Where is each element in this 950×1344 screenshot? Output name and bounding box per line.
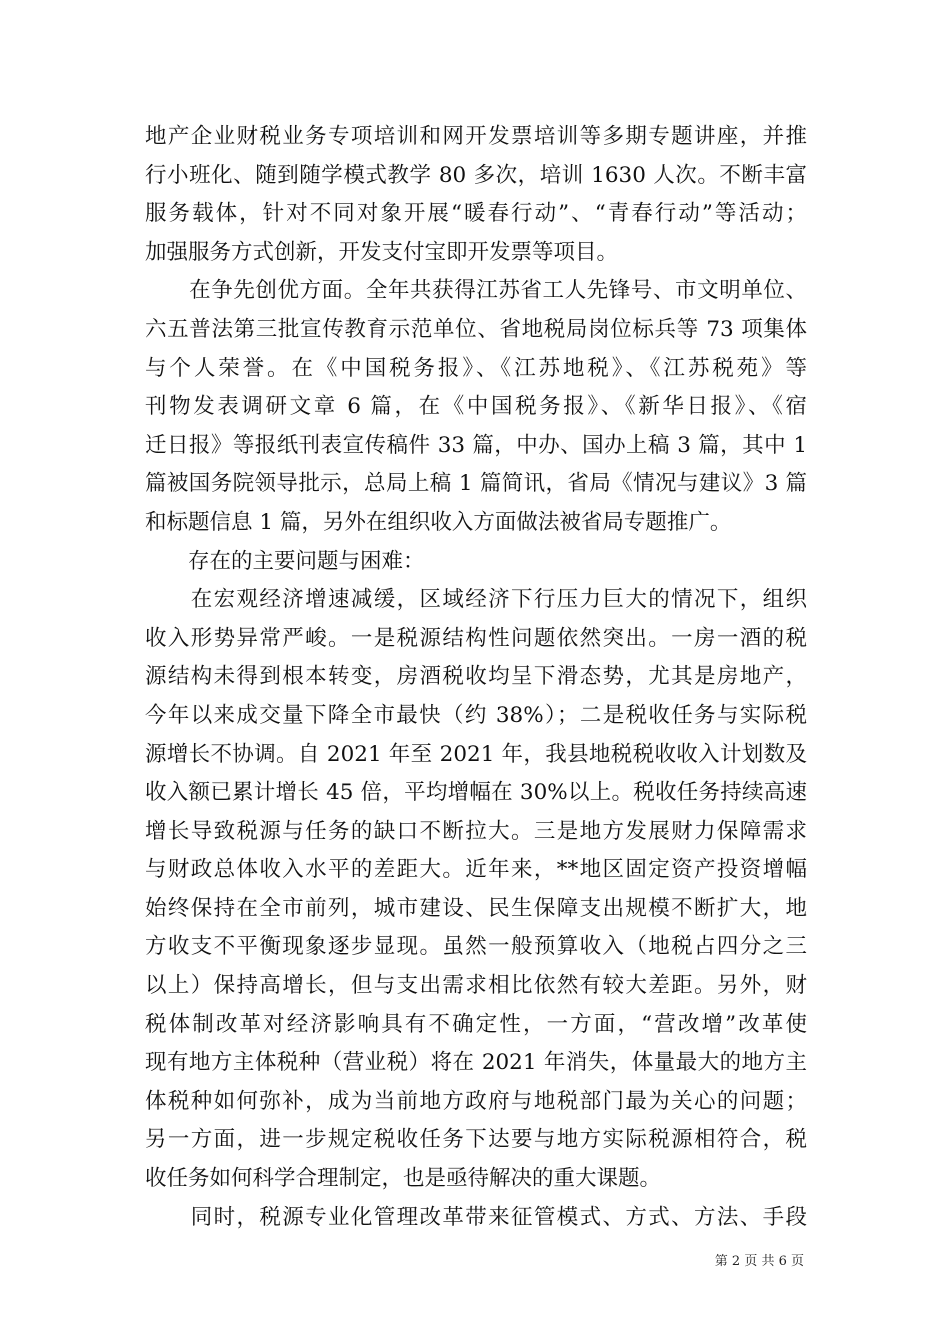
text-line: 迁日报》等报纸刊表宣传稿件 33 篇，中办、国办上稿 3 篇，其中 1 [145,432,807,458]
text-line: 存在的主要问题与困难： [145,548,425,574]
text-line: 在争先创优方面。全年共获得江苏省工人先锋号、市文明单位、 [145,278,807,304]
text-line: 增长导致税源与任务的缺口不断拉大。三是地方发展财力保障需求 [145,818,807,844]
text-line: 和标题信息 1 篇，另外在组织收入方面做法被省局专题推广。 [145,509,732,535]
text-line: 六五普法第三批宣传教育示范单位、省地税局岗位标兵等 73 项集体 [145,316,807,342]
text-line: 今年以来成交量下降全市最快（约 38%）；二是税收任务与实际税 [145,702,807,728]
text-line: 刊物发表调研文章 6 篇，在《中国税务报》、《新华日报》、《宿 [145,394,807,420]
text-line: 篇被国务院领导批示，总局上稿 1 篇简讯，省局《情况与建议》3 篇 [145,471,807,497]
text-line: 在宏观经济增速减缓，区域经济下行压力巨大的情况下，组织 [145,587,807,613]
text-line: 收入额已累计增长 45 倍，平均增幅在 30%以上。税收任务持续高速 [145,780,807,806]
text-line: 与财政总体收入水平的差距大。近年来，**地区固定资产投资增幅 [145,857,807,883]
text-line: 方收支不平衡现象逐步显现。虽然一般预算收入（地税占四分之三 [145,934,807,960]
text-line: 地产企业财税业务专项培训和网开发票培训等多期专题讲座，并推 [145,124,807,149]
text-line: 收入形势异常严峻。一是税源结构性问题依然突出。一房一酒的税 [145,625,807,651]
text-line: 收任务如何科学合理制定，也是亟待解决的重大课题。 [145,1166,662,1192]
text-line: 行小班化、随到随学模式教学 80 多次，培训 1630 人次。不断丰富 [145,162,807,188]
text-line: 同时，税源专业化管理改革带来征管模式、方式、方法、手段 [145,1204,807,1230]
text-line: 服务载体，针对不同对象开展“暖春行动”、“青春行动”等活动； [145,201,807,227]
text-line: 以上）保持高增长，但与支出需求相比依然有较大差距。另外，财 [145,973,807,999]
text-line: 另一方面，进一步规定税收任务下达要与地方实际税源相符合，税 [145,1127,807,1153]
text-line: 与个人荣誉。在《中国税务报》、《江苏地税》、《江苏税苑》等 [145,355,807,381]
text-line: 现有地方主体税种（营业税）将在 2021 年消失，体量最大的地方主 [145,1050,807,1076]
text-line: 加强服务方式创新，开发支付宝即开发票等项目。 [145,239,619,265]
text-line: 税体制改革对经济影响具有不确定性，一方面，“营改增”改革使 [145,1011,807,1037]
text-line: 源结构未得到根本转变，房酒税收均呈下滑态势，尤其是房地产， [145,664,807,690]
page-number-footer: 第 2 页 共 6 页 [714,1254,804,1269]
text-line: 始终保持在全市前列，城市建设、民生保障支出规模不断扩大，地 [145,895,807,921]
text-line: 体税种如何弥补，成为当前地方政府与地税部门最为关心的问题； [145,1088,807,1114]
text-line: 源增长不协调。自 2021 年至 2021 年，我县地税税收收入计划数及 [145,741,807,767]
document-body [145,118,807,1237]
